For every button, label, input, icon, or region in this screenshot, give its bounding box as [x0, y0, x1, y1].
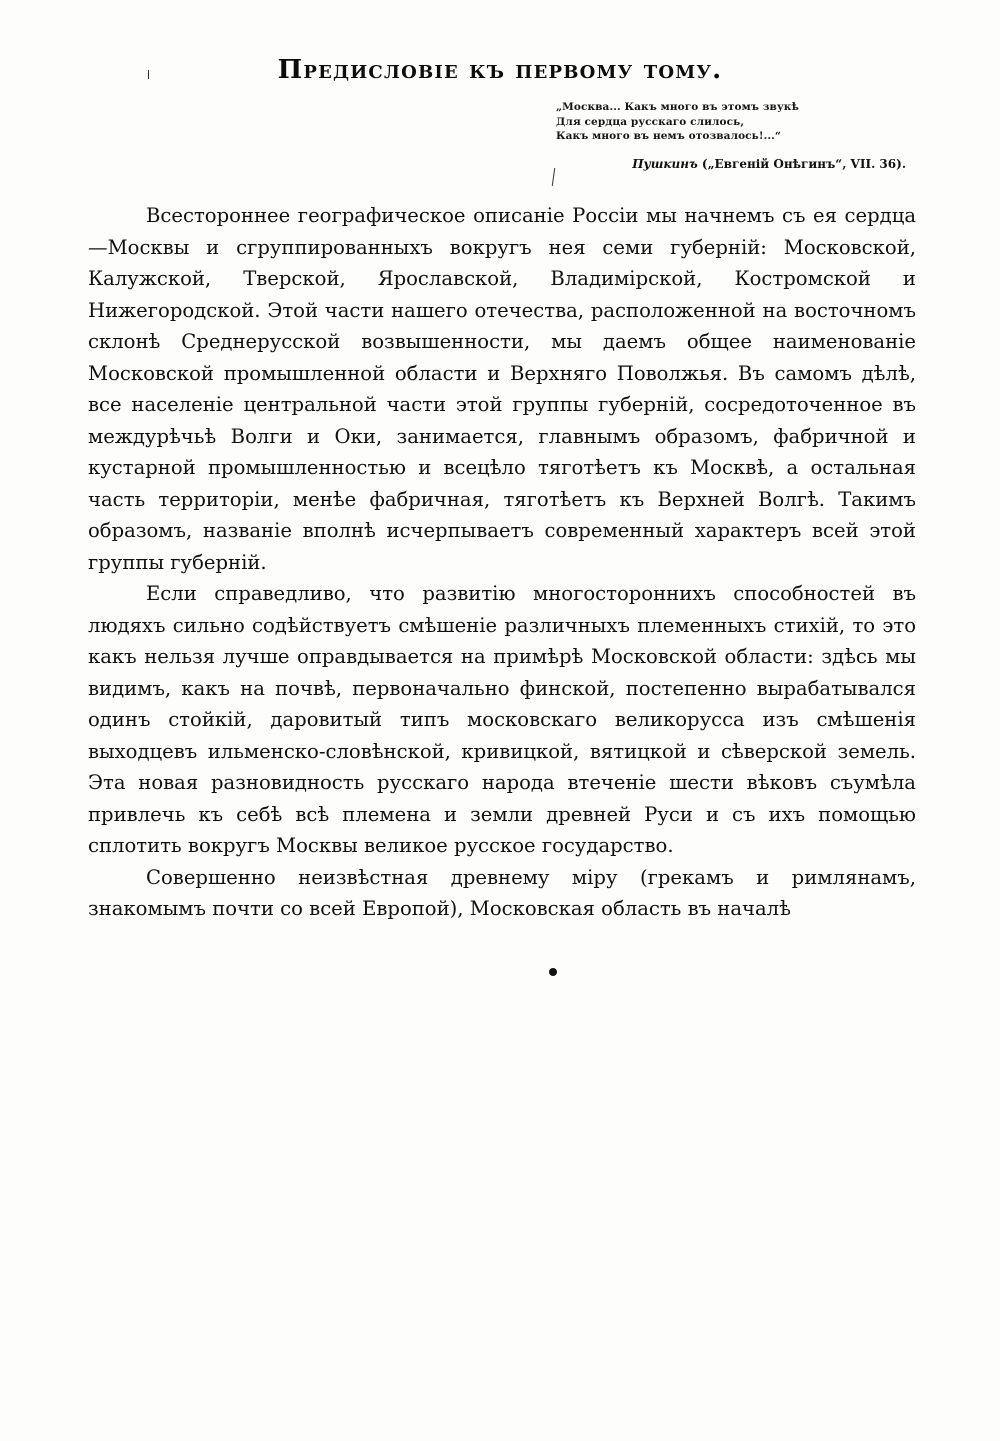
epigraph-line: Какъ много въ немъ отозвалось!...“: [556, 130, 782, 142]
epigraph-source: [556, 157, 906, 171]
epigraph-line: Для сердца русскаго слилось,: [556, 115, 745, 128]
epigraph-source-author: Пушкинъ: [632, 157, 698, 171]
paragraph: Всестороннее географическое описаніе Россіи мы начнемъ съ ея сердца—Москвы и сгруппированныхъ вокругъ нея семи губерній: Московской, Калужской, Тверской, Ярославской, Владимірской, Костромской и Нижегородской. Этой части нашего отечества, расположенной на восточномъ склонѣ Среднерусской возвышенности, мы даемъ общее наименованіе Московской промышленной области и Верхняго Поволжья. Въ самомъ дѣлѣ, все населеніе центральной части этой группы губерній, сосредоточенное въ междурѣчьѣ Волги и Оки, занимается, главнымъ образомъ, фабричной и кустарной промышленностью и всецѣло тяготѣетъ къ Москвѣ, а остальная часть территоріи, менѣе фабричная, тяготѣетъ къ Верхней Волгѣ. Такимъ образомъ, названіе вполнѣ исчерпываетъ современный характеръ всей этой группы губерній.: [88, 204, 916, 574]
epigraph-source-reference: („Евгеній Онѣгинъ“, VII. 36).: [697, 157, 906, 171]
stray-ink-mark: [552, 168, 555, 186]
epigraph: [556, 100, 906, 144]
ink-dot-mark: [549, 968, 557, 976]
body-text: [88, 200, 916, 925]
page-title: Предисловіе къ первому тому.: [277, 55, 723, 86]
epigraph-line: „Москва... Какъ много въ этомъ звукѣ: [556, 101, 799, 113]
paragraph: Совершенно неизвѣстная древнему міру (грекамъ и римлянамъ, знакомымъ почти со всей Европой), Московская область въ началѣ: [88, 865, 916, 920]
paragraph: Если справедливо, что развитію многостороннихъ способностей въ людяхъ сильно содѣйствуетъ смѣшеніе различныхъ племенныхъ стихій, то это какъ нельзя лучше оправдывается на примѣрѣ Московской области: здѣсь мы видимъ, какъ на почвѣ, первоначально финской, постепенно вырабатывался одинъ стойкій, даровитый типъ московскаго великорусса изъ смѣшенія выходцевъ ильменско-словѣнской, кривицкой, вятицкой и сѣверской земель. Эта новая разновидность русскаго народа втеченіе шести вѣковъ съумѣла привлечь къ себѣ всѣ племена и земли древней Руси и съ ихъ помощью сплотить вокругъ Москвы великое русское государство.: [88, 582, 916, 857]
